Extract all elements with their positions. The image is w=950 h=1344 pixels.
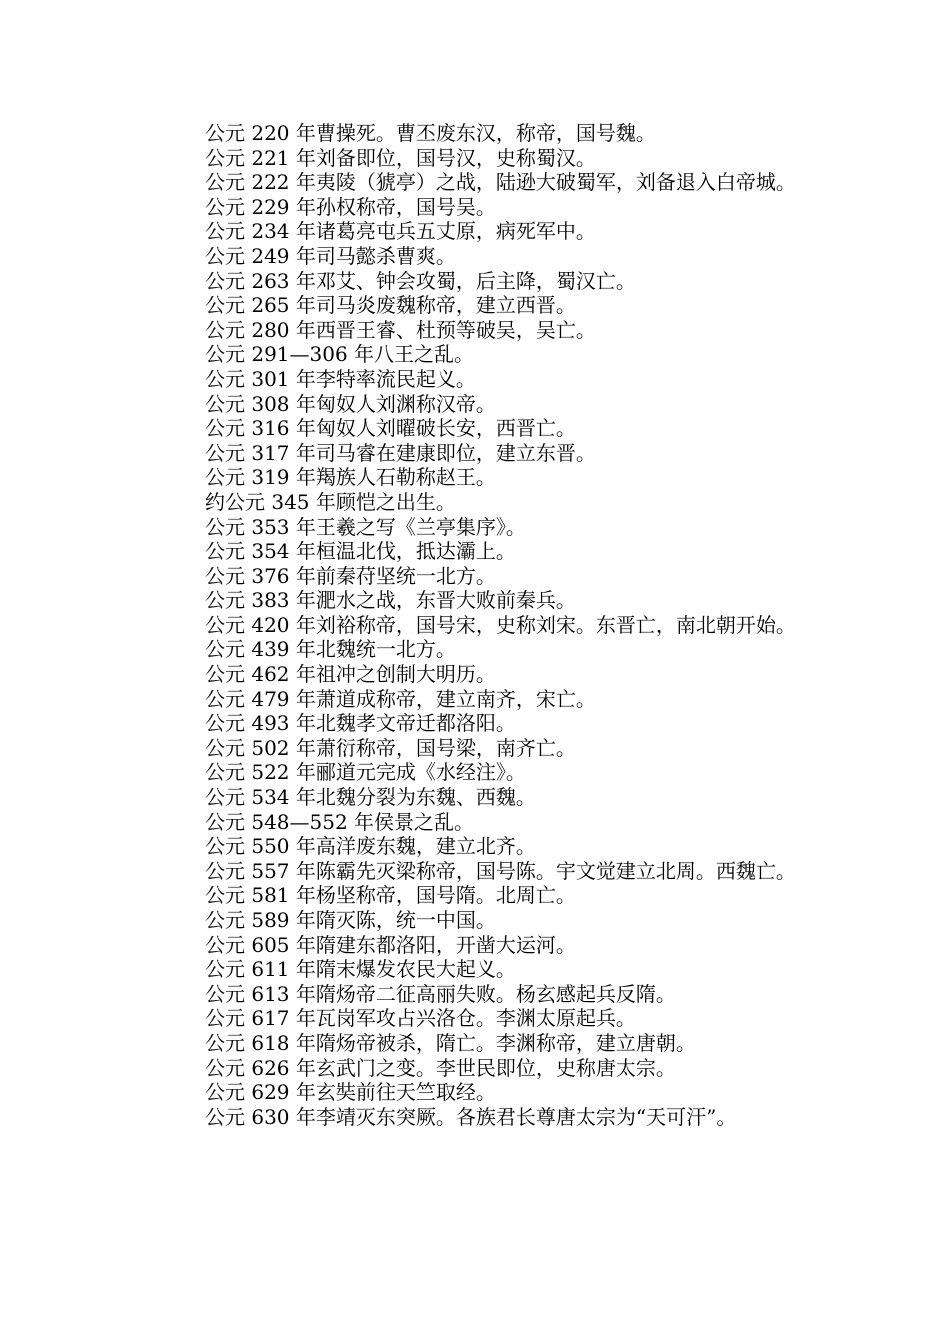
timeline-entry: 公元 234 年诸葛亮屯兵五丈原，病死军中。 <box>205 219 596 244</box>
timeline-entry: 公元 265 年司马炎废魏称帝，建立西晋。 <box>205 293 576 318</box>
timeline-entry: 公元 222 年夷陵（猇亭）之战，陆逊大破蜀军，刘备退入白帝城。 <box>205 170 796 195</box>
timeline-entry: 公元 301 年李特率流民起义。 <box>205 366 476 391</box>
timeline-entry: 公元 581 年杨坚称帝，国号隋。北周亡。 <box>205 883 576 908</box>
timeline-text <box>145 121 810 1129</box>
timeline-entry: 公元 229 年孙权称帝，国号吴。 <box>205 194 496 219</box>
timeline-entry: 公元 534 年北魏分裂为东魏、西魏。 <box>205 785 536 810</box>
timeline-entry: 公元 550 年高洋废东魏，建立北齐。 <box>205 834 536 859</box>
timeline-entry: 公元 220 年曹操死。曹丕废东汉，称帝，国号魏。 <box>205 121 656 145</box>
timeline-entry: 公元 462 年祖冲之创制大明历。 <box>205 662 496 687</box>
timeline-entry: 公元 263 年邓艾、钟会攻蜀，后主降，蜀汉亡。 <box>205 268 636 293</box>
timeline-entry: 公元 420 年刘裕称帝，国号宋，史称刘宋。东晋亡，南北朝开始。 <box>205 612 796 637</box>
timeline-entry: 公元 589 年隋灭陈，统一中国。 <box>205 908 496 932</box>
timeline-entry: 公元 502 年萧衍称帝，国号梁，南齐亡。 <box>205 735 576 760</box>
timeline-entry: 约公元 345 年顾恺之出生。 <box>205 489 456 514</box>
timeline-entry: 公元 557 年陈霸先灭梁称帝，国号陈。宇文觉建立北周。西魏亡。 <box>205 858 796 883</box>
timeline-entry: 公元 618 年隋炀帝被杀，隋亡。李渊称帝，建立唐朝。 <box>205 1030 696 1055</box>
timeline-entry: 公元 354 年桓温北伐，抵达灞上。 <box>205 539 516 564</box>
timeline-entry: 公元 630 年李靖灭东突厥。各族君长尊唐太宗为“天可汗”。 <box>205 1104 737 1129</box>
timeline-entry: 公元 316 年匈奴人刘曜破长安，西晋亡。 <box>205 416 576 441</box>
timeline-entry: 公元 479 年萧道成称帝，建立南齐，宋亡。 <box>205 686 596 711</box>
timeline-entry: 公元 629 年玄奘前往天竺取经。 <box>205 1080 496 1105</box>
timeline-entry: 公元 439 年北魏统一北方。 <box>205 637 456 662</box>
timeline-entry: 公元 308 年匈奴人刘渊称汉帝。 <box>205 391 496 416</box>
timeline-entry: 公元 353 年王羲之写《兰亭集序》。 <box>205 514 526 539</box>
timeline-entry: 公元 613 年隋炀帝二征高丽失败。杨玄感起兵反隋。 <box>205 981 676 1006</box>
timeline-entry: 公元 617 年瓦岗军攻占兴洛仓。李渊太原起兵。 <box>205 1006 636 1031</box>
timeline-entry: 公元 626 年玄武门之变。李世民即位，史称唐太宗。 <box>205 1055 676 1080</box>
timeline-entry: 公元 249 年司马懿杀曹爽。 <box>205 243 456 268</box>
timeline-entry: 公元 376 年前秦苻坚统一北方。 <box>205 563 496 588</box>
timeline-entry: 公元 383 年淝水之战，东晋大败前秦兵。 <box>205 588 576 613</box>
timeline-entry: 公元 221 年刘备即位，国号汉，史称蜀汉。 <box>205 145 596 170</box>
timeline-entry: 公元 548—552 年侯景之乱。 <box>205 809 475 834</box>
timeline-entry: 公元 317 年司马睿在建康即位，建立东晋。 <box>205 440 596 465</box>
timeline-entry: 公元 493 年北魏孝文帝迁都洛阳。 <box>205 711 516 736</box>
timeline-entry: 公元 291—306 年八王之乱。 <box>205 342 475 367</box>
timeline-entry: 公元 611 年隋末爆发农民大起义。 <box>205 957 516 982</box>
timeline-entry: 公元 319 年羯族人石勒称赵王。 <box>205 465 496 490</box>
timeline-entry: 公元 605 年隋建东都洛阳，开凿大运河。 <box>205 932 576 957</box>
timeline-entry: 公元 280 年西晋王睿、杜预等破吴，吴亡。 <box>205 317 596 342</box>
timeline-entry: 公元 522 年郦道元完成《水经注》。 <box>205 760 526 785</box>
